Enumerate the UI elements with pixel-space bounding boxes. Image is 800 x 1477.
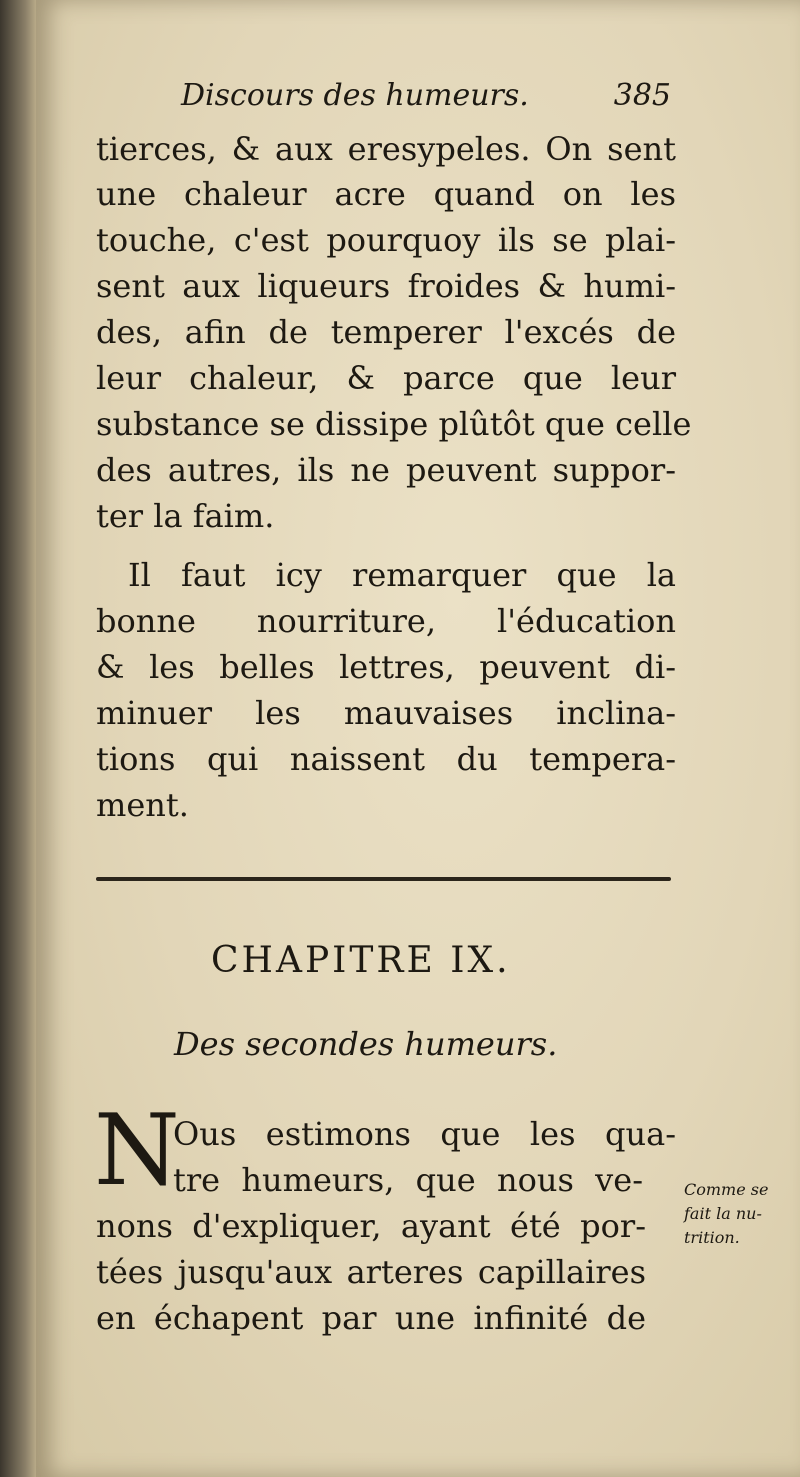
page-number: 385 bbox=[613, 78, 671, 113]
section-divider bbox=[96, 877, 671, 881]
text-line: ment. bbox=[96, 786, 189, 824]
text-line: en échapent par une infinité de bbox=[96, 1299, 646, 1337]
margin-note-line: trition. bbox=[684, 1228, 740, 1247]
text-line: des autres, ils ne peuvent suppor- bbox=[96, 451, 676, 489]
text-line: leur chaleur, & parce que leur bbox=[96, 359, 676, 397]
text-line: tions qui naissent du tempera- bbox=[96, 740, 676, 778]
text-line: une chaleur acre quand on les bbox=[96, 175, 676, 213]
text-line: Ous estimons que les qua- bbox=[173, 1115, 676, 1153]
text-line: substance se dissipe plûtôt que celle bbox=[96, 405, 692, 443]
text-line: bonne nourriture, l'éducation bbox=[96, 602, 676, 640]
drop-cap: N bbox=[94, 1094, 180, 1208]
running-header bbox=[181, 78, 671, 122]
text-line: tre humeurs, que nous ve- bbox=[173, 1161, 643, 1199]
margin-note-line: Comme se bbox=[684, 1180, 769, 1199]
text-line: nons d'expliquer, ayant été por- bbox=[96, 1207, 646, 1245]
text-line: & les belles lettres, peuvent di- bbox=[96, 648, 676, 686]
book-page bbox=[36, 0, 800, 1477]
text-line: des, afin de temperer l'excés de bbox=[96, 313, 676, 351]
text-line: tées jusqu'aux arteres capillaires bbox=[96, 1253, 646, 1291]
text-line: tierces, & aux eresypeles. On sent bbox=[96, 130, 676, 168]
text-line: sent aux liqueurs froides & humi- bbox=[96, 267, 676, 305]
text-line: Il faut icy remarquer que la bbox=[128, 556, 676, 594]
chapter-subtitle: Des secondes humeurs. bbox=[174, 1025, 558, 1063]
margin-note-line: fait la nu- bbox=[684, 1204, 762, 1223]
header-title: Discours des humeurs. bbox=[181, 78, 529, 113]
text-line: ter la faim. bbox=[96, 497, 275, 535]
book-gutter bbox=[0, 0, 36, 1477]
chapter-heading: CHAPITRE IX. bbox=[211, 940, 511, 981]
text-line: touche, c'est pourquoy ils se plai- bbox=[96, 221, 676, 259]
text-line: minuer les mauvaises inclina- bbox=[96, 694, 676, 732]
